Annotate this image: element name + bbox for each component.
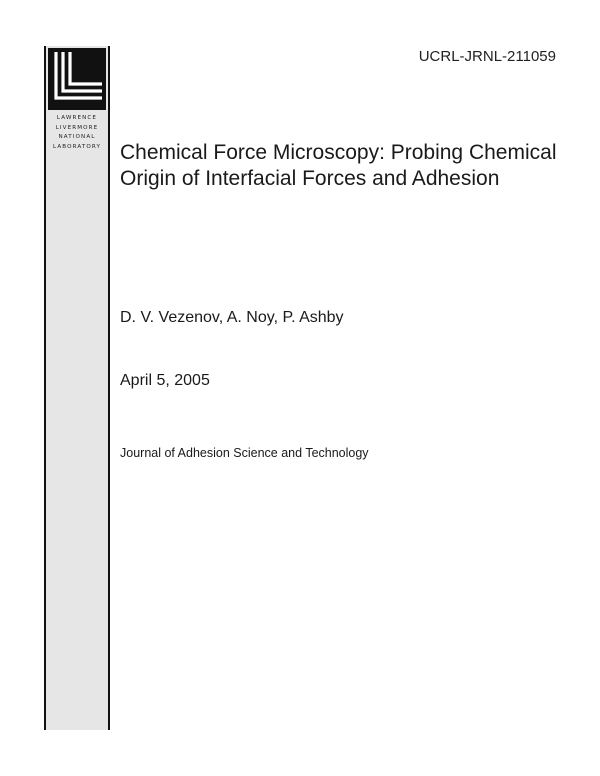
lab-name-line-3: NATIONAL — [58, 134, 96, 141]
llnl-logo-graphic — [48, 48, 106, 110]
journal-name: Journal of Adhesion Science and Technology — [120, 446, 369, 460]
lab-name-line-4: LABORATORY — [52, 143, 102, 150]
lab-name-line-2: LIVERMORE — [55, 124, 99, 131]
llnl-logo-icon — [48, 48, 106, 110]
lab-name — [46, 114, 108, 152]
document-date: April 5, 2005 — [120, 372, 210, 389]
lab-name-line-1: LAWRENCE — [56, 115, 98, 121]
report-number: UCRL-JRNL-211059 — [418, 48, 556, 65]
document-title: Chemical Force Microscopy: Probing Chemical Origin of Interfacial Forces and Adhesion — [120, 141, 557, 190]
document-authors: D. V. Vezenov, A. Noy, P. Ashby — [120, 309, 344, 326]
